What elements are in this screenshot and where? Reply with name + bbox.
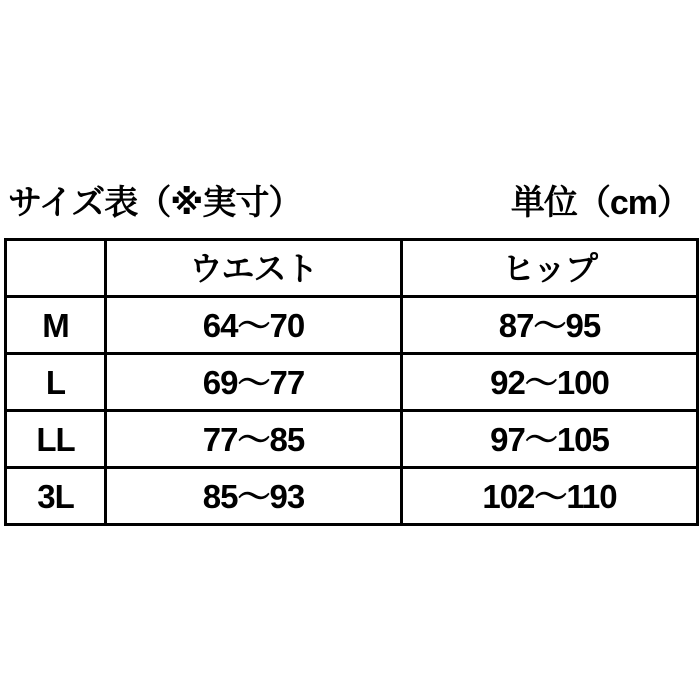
page-title: サイズ表（※実寸） bbox=[8, 184, 302, 222]
cell-waist: 77〜85 bbox=[106, 411, 402, 468]
cell-waist: 69〜77 bbox=[106, 354, 402, 411]
cell-hip: 87〜95 bbox=[402, 297, 698, 354]
cell-size: L bbox=[6, 354, 106, 411]
table-row bbox=[6, 297, 698, 354]
cell-hip: 92〜100 bbox=[402, 354, 698, 411]
chart-header bbox=[0, 178, 700, 228]
table-row bbox=[6, 411, 698, 468]
cell-size: 3L bbox=[6, 468, 106, 525]
table-header-row bbox=[6, 240, 698, 297]
column-header-hip: ヒップ bbox=[402, 240, 698, 297]
cell-waist: 85〜93 bbox=[106, 468, 402, 525]
unit-label: 単位（cm） bbox=[510, 184, 690, 222]
column-header-size bbox=[6, 240, 106, 297]
cell-waist: 64〜70 bbox=[106, 297, 402, 354]
cell-size: LL bbox=[6, 411, 106, 468]
cell-hip: 97〜105 bbox=[402, 411, 698, 468]
column-header-waist: ウエスト bbox=[106, 240, 402, 297]
table-row bbox=[6, 354, 698, 411]
table-row bbox=[6, 468, 698, 525]
cell-hip: 102〜110 bbox=[402, 468, 698, 525]
size-table bbox=[4, 238, 699, 526]
cell-size: M bbox=[6, 297, 106, 354]
